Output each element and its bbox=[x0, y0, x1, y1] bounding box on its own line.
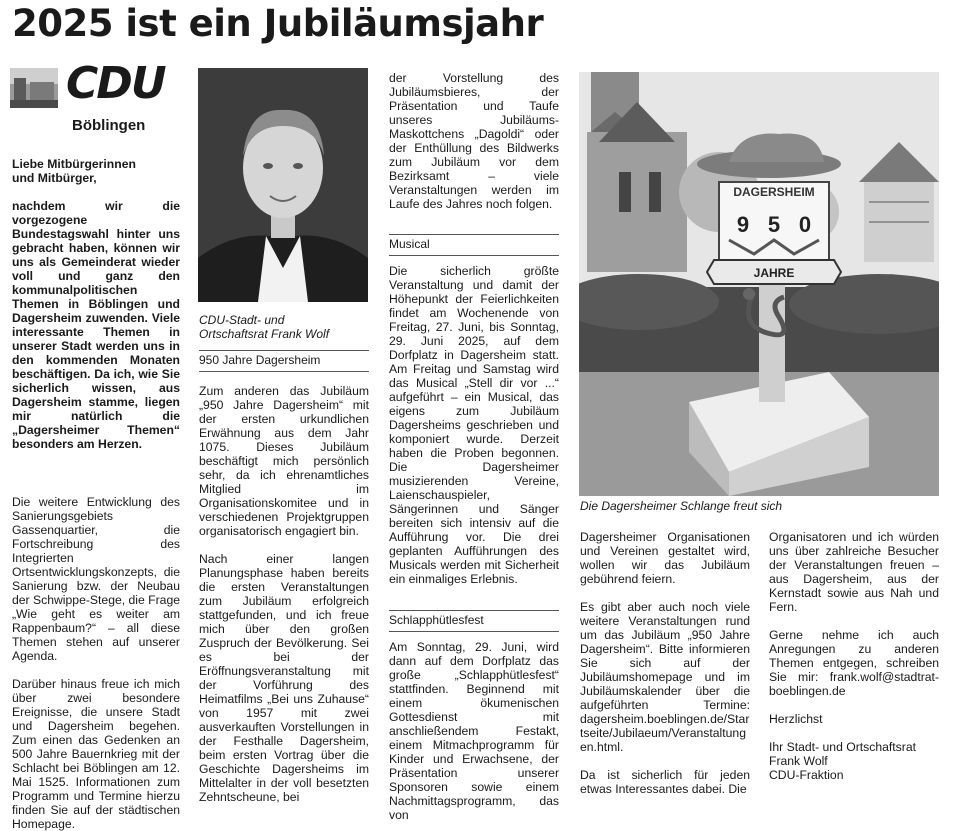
sign-banner-text: JAHRE bbox=[753, 266, 795, 280]
sign-top-text: DAGERSHEIM bbox=[733, 185, 815, 199]
paragraph: Darüber hinaus freue ich mich über zwei besondere Ereignisse, die unsere Stadt und Dagersheim begehen. Zum einen das Gedenken an 500 Jahre Bauernkrieg mit der Schlacht bei Böblingen am 12. Mai 1525. Informationen zum Programm und Termine hierzu finden Sie auf der städtischen Homepage. bbox=[12, 677, 180, 831]
greeting: Liebe Mitbürgerinnen und Mitbürger, bbox=[12, 157, 136, 185]
headline: 2025 ist ein Jubiläumsjahr bbox=[12, 2, 544, 45]
paragraph: der Vorstellung des Jubiläumsbieres, der Präsentation und Taufe unseres Jubiläums-Maskottchens „Dagoldi“ oder der Enthüllung des Bildwerks zum Jubiläum vor dem Bezirksamt – viele Veranstaltungen werden im Laufe des Jahres noch folgen. bbox=[389, 71, 559, 211]
logo-cdu-wordmark: CDU bbox=[66, 58, 165, 109]
sign-digit: 5 bbox=[767, 212, 781, 237]
subheading: 950 Jahre Dagersheim bbox=[199, 350, 369, 372]
paragraph: Es gibt aber auch noch viele weitere Veranstaltungen rund um das Jubiläum „950 Jahre Dagersheim“. Bitte informieren Sie sich auf der Jubiläumshomepage und im Jubiläumskalender über die aufgeführten Termine: dagersheim.boeblingen.de/Startseite/Jubilaeum/Veranstaltungen.html. bbox=[580, 600, 750, 754]
sculpture-photo bbox=[579, 72, 939, 496]
logo-subtitle: Böblingen bbox=[72, 117, 146, 134]
closing: Herzlichst bbox=[769, 712, 823, 726]
paragraph: Die sicherlich größte Veranstaltung und damit der Höhepunkt der Feierlichkeiten findet am Wochenende von Freitag, 27. Juni, bis Sonntag, 29. Juni 2025, auf dem Dorfplatz in Dagersheim statt. Am Freitag und Samstag wird das Musical „Stell dir vor ...“ aufgeführt – ein Musical, das eigens zum Jubiläum Dagersheims geschrieben und komponiert wurde. Derzeit haben die Proben begonnen. Die Dagersheimer musizierenden Vereine, Laienschauspieler, Sängerinnen und Sänger bereiten sich intensiv auf die Aufführung vor. Die drei geplanten Aufführungen des Musicals werden mit Sicherheit ein einmaliges Erlebnis. bbox=[389, 264, 559, 586]
paragraph: Organisatoren und ich würden uns über zahlreiche Besucher der Veranstaltungen freuen – aus Dagersheim, aus der Kernstadt sowie aus Nah und Fern. bbox=[769, 530, 939, 614]
intro-paragraph: nachdem wir die vorgezogene Bundestagswahl hinter uns gebracht haben, können wir uns als Gemeinderat wieder voll und ganz den kommunalpolitischen Themen in Böblingen und Dagersheim zuwenden. Viele interessante Themen in unserer Stadt werden uns in den kommenden Monaten beschäftigen. Da ich, wie Sie sicherlich wissen, aus Dagersheim stamme, liegen mir natürlich die „Dagersheimer Themen“ besonders am Herzen. bbox=[12, 199, 180, 451]
paragraph: Nach einer langen Planungsphase haben bereits die ersten Veranstaltungen zum Jubiläum erfolgreich stattgefunden, und ich freue mich über den großen Zuspruch der Bevölkerung. Sei es bei der Eröffnungsveranstaltung mit der Vorführung des Heimatfilms „Bei uns Zuhause“ von 1957 mit zwei ausverkauften Vorstellungen in der Festhalle Dagersheim, beim ersten Vortrag über die Geschichte Dagersheims im Mittelalter in der voll besetzten Zehntscheune, bei bbox=[199, 552, 369, 804]
sign-digit: 9 bbox=[736, 212, 750, 237]
column-1 bbox=[12, 157, 180, 831]
subheading-musical: Musical bbox=[389, 234, 559, 256]
column-3 bbox=[389, 71, 559, 822]
signature-line: Ihr Stadt- und Ortschaftsrat bbox=[769, 740, 916, 754]
signature-party: CDU-Fraktion bbox=[769, 768, 844, 782]
column-4 bbox=[580, 530, 750, 796]
portrait-photo bbox=[198, 68, 368, 302]
photo-caption: Die Dagersheimer Schlange freut sich bbox=[580, 499, 783, 513]
paragraph: Gerne nehme ich auch Anregungen zu anderen Themen entgegen, schreiben Sie mir: frank.wolf@stadtrat-boeblingen.de bbox=[769, 628, 939, 698]
portrait-caption: CDU-Stadt- und Ortschaftsrat Frank Wolf bbox=[199, 313, 330, 341]
sign-digit: 0 bbox=[798, 212, 812, 237]
paragraph: Zum anderen das Jubiläum „950 Jahre Dagersheim“ mit der ersten urkundlichen Erwähnung aus dem Jahr 1075. Dieses Jubiläum beschäftigt mich persönlich sehr, da ich ehrenamtliches Mitglied im Organisationskomitee und in verschiedenen Projektgruppen organisatorisch engagiert bin. bbox=[199, 384, 369, 538]
logo-image bbox=[10, 68, 58, 108]
paragraph: Dagersheimer Organisationen und Vereinen gestaltet wird, wollen wir das Jubiläum gebührend feiern. bbox=[580, 530, 750, 586]
paragraph: Da ist sicherlich für jeden etwas Interessantes dabei. Die bbox=[580, 768, 750, 796]
signature-name: Frank Wolf bbox=[769, 754, 828, 768]
subheading-schlapphuetlesfest: Schlapphütlesfest bbox=[389, 610, 559, 632]
column-5 bbox=[769, 530, 939, 782]
column-2 bbox=[199, 313, 369, 804]
paragraph: Die weitere Entwicklung des Sanierungsgebiets Gassenquartier, die Fortschreibung des Integrierten Ortsentwicklungskonzepts, die Sanierung bzw. der Neubau der Schwippe-Stege, die Frage „Wie geht es weiter am Rappenbaum?“ – all diese Themen stehen auf unserer Agenda. bbox=[12, 495, 181, 663]
paragraph: Am Sonntag, 29. Juni, wird dann auf dem Dorfplatz das große „Schlapphütlesfest“ stattfinden. Beginnend mit einem ökumenischen Gottesdienst mit anschließendem Festakt, einem Mitmachprogramm für Kinder und Erwachsene, der Präsentation unserer Sponsoren sowie einem Nachmittagsprogramm, das von bbox=[389, 640, 559, 822]
